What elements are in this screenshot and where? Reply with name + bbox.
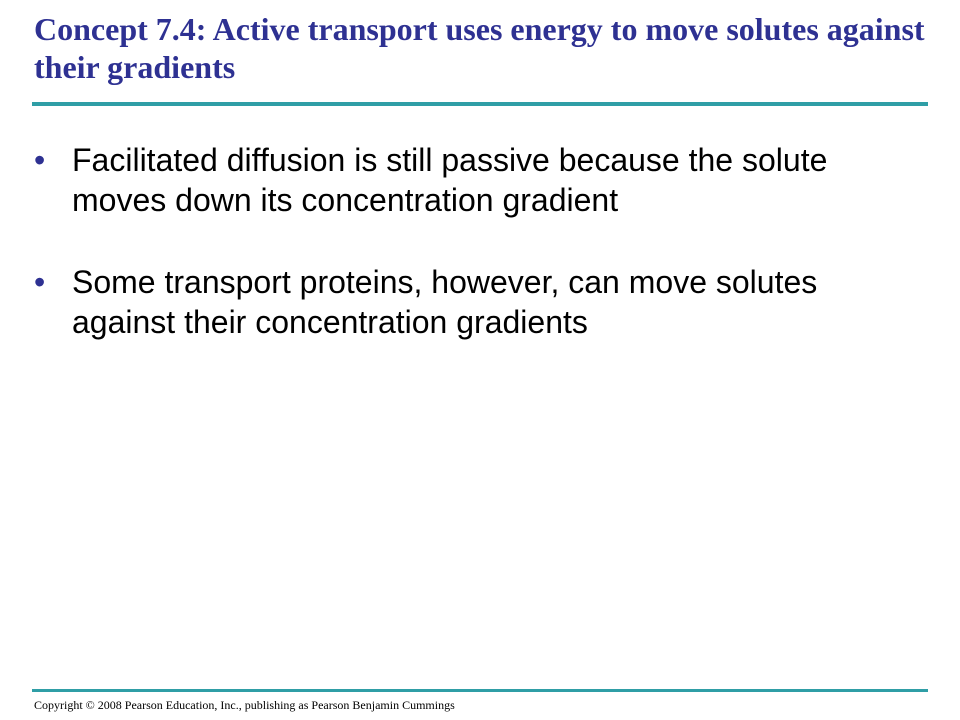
bullet-text: Facilitated diffusion is still passive because the solute moves down its concentration gradient bbox=[72, 142, 828, 218]
copyright-notice: Copyright © 2008 Pearson Education, Inc., publishing as Pearson Benjamin Cummings bbox=[34, 698, 455, 712]
title-divider bbox=[32, 102, 928, 106]
bullet-icon: • bbox=[34, 142, 46, 178]
bullet-item bbox=[34, 140, 914, 220]
slide-title: Concept 7.4: Active transport uses energy to move solutes against their gradients bbox=[34, 11, 925, 85]
bullet-item bbox=[34, 262, 914, 342]
bullet-icon: • bbox=[34, 264, 46, 300]
bullet-text: Some transport proteins, however, can move solutes against their concentration gradients bbox=[72, 264, 818, 340]
footer-divider bbox=[32, 689, 928, 692]
bullet-list bbox=[34, 140, 914, 384]
